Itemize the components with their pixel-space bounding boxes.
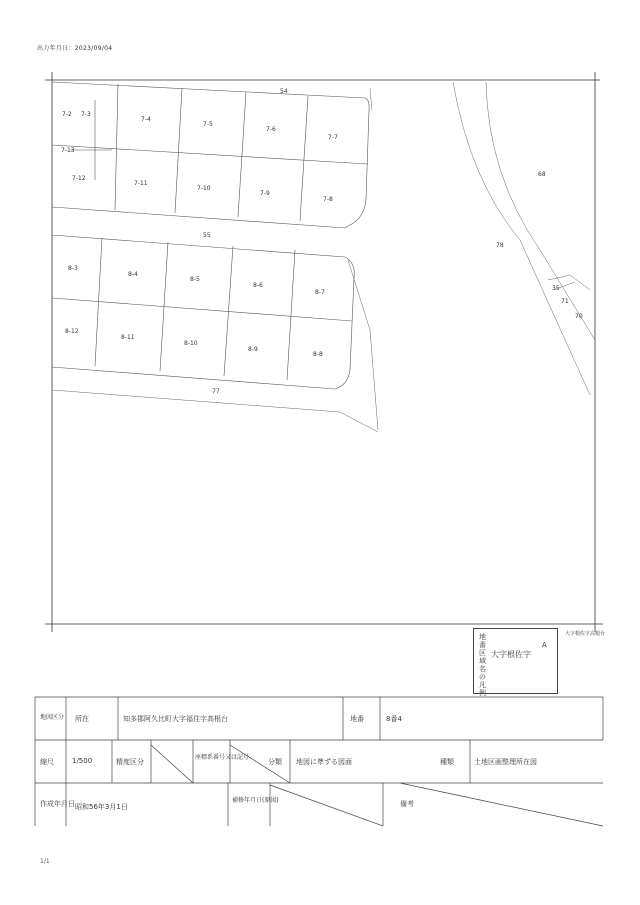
location-label: 所在 bbox=[75, 715, 89, 723]
scale-value: 1/500 bbox=[72, 757, 93, 765]
page-number: 1/1 bbox=[40, 858, 50, 865]
parcel-8-8: 8-8 bbox=[313, 351, 323, 358]
legend-note: 大字根佐字高根台 bbox=[565, 631, 606, 637]
parcel-7-10: 7-10 bbox=[197, 185, 211, 192]
parcel-7-9: 7-9 bbox=[260, 190, 270, 197]
parcel-7-13: 7-13 bbox=[61, 147, 75, 154]
output-date: 出力年月日：2023/09/04 bbox=[37, 45, 113, 52]
road-71: 71 bbox=[561, 298, 569, 305]
parcel-8-6: 8-6 bbox=[253, 282, 263, 289]
block-7 bbox=[52, 82, 369, 228]
parcel-7-6: 7-6 bbox=[266, 126, 276, 133]
road-55: 55 bbox=[203, 232, 211, 239]
legend-title: 大字根佐字 bbox=[491, 650, 531, 659]
parcel-7-5: 7-5 bbox=[203, 121, 213, 128]
class-value: 地図に準ずる図面 bbox=[296, 758, 352, 766]
parcel-8-7: 8-7 bbox=[315, 289, 325, 296]
parcel-8-11: 8-11 bbox=[121, 334, 135, 341]
parcel-7-7: 7-7 bbox=[328, 134, 338, 141]
legend-mark: A bbox=[542, 641, 547, 649]
created-label: 作成年月日 bbox=[40, 800, 75, 808]
type-label: 種類 bbox=[440, 758, 454, 766]
location-value: 知多郡阿久比町大字福住字高根台 bbox=[123, 715, 228, 723]
block-8 bbox=[52, 235, 354, 389]
road-68: 68 bbox=[538, 171, 546, 178]
type-value: 土地区画整理所在図 bbox=[474, 758, 537, 766]
scale-label: 縮尺 bbox=[40, 758, 54, 766]
chiban-label: 地番 bbox=[350, 715, 364, 723]
road-77: 77 bbox=[212, 388, 220, 395]
parcel-8-9: 8-9 bbox=[248, 346, 258, 353]
legend-box bbox=[473, 628, 558, 697]
remake-label: 補修年月日(原図) bbox=[232, 797, 279, 804]
parcel-7-4: 7-4 bbox=[141, 116, 151, 123]
class-label: 分類 bbox=[268, 758, 282, 766]
parcel-8-3: 8-3 bbox=[68, 265, 78, 272]
location-side-label: 地図区分 bbox=[40, 714, 65, 721]
road-35: 35 bbox=[552, 285, 560, 292]
parcel-8-5: 8-5 bbox=[190, 276, 200, 283]
chiban-value: 8番4 bbox=[386, 715, 402, 723]
remarks-label: 備考 bbox=[400, 800, 414, 808]
parcel-7-3: 7-3 bbox=[81, 111, 91, 118]
parcel-7-8: 7-8 bbox=[323, 196, 333, 203]
precision-label: 精度区分 bbox=[116, 758, 144, 766]
coord-label: 座標系番号又は記号 bbox=[195, 754, 250, 761]
parcel-7-11: 7-11 bbox=[134, 180, 148, 187]
parcel-7-12: 7-12 bbox=[72, 175, 86, 182]
parcel-8-10: 8-10 bbox=[184, 340, 198, 347]
road-54: 54 bbox=[280, 88, 288, 95]
parcel-8-12: 8-12 bbox=[65, 328, 79, 335]
road-78: 78 bbox=[496, 242, 504, 249]
legend-side-label: 地番区域名の凡例 bbox=[479, 633, 486, 697]
parcel-7-2: 7-2 bbox=[62, 111, 72, 118]
created-value: 昭和56年3月1日 bbox=[75, 803, 128, 811]
parcel-8-4: 8-4 bbox=[128, 271, 138, 278]
road-70: 70 bbox=[575, 313, 583, 320]
